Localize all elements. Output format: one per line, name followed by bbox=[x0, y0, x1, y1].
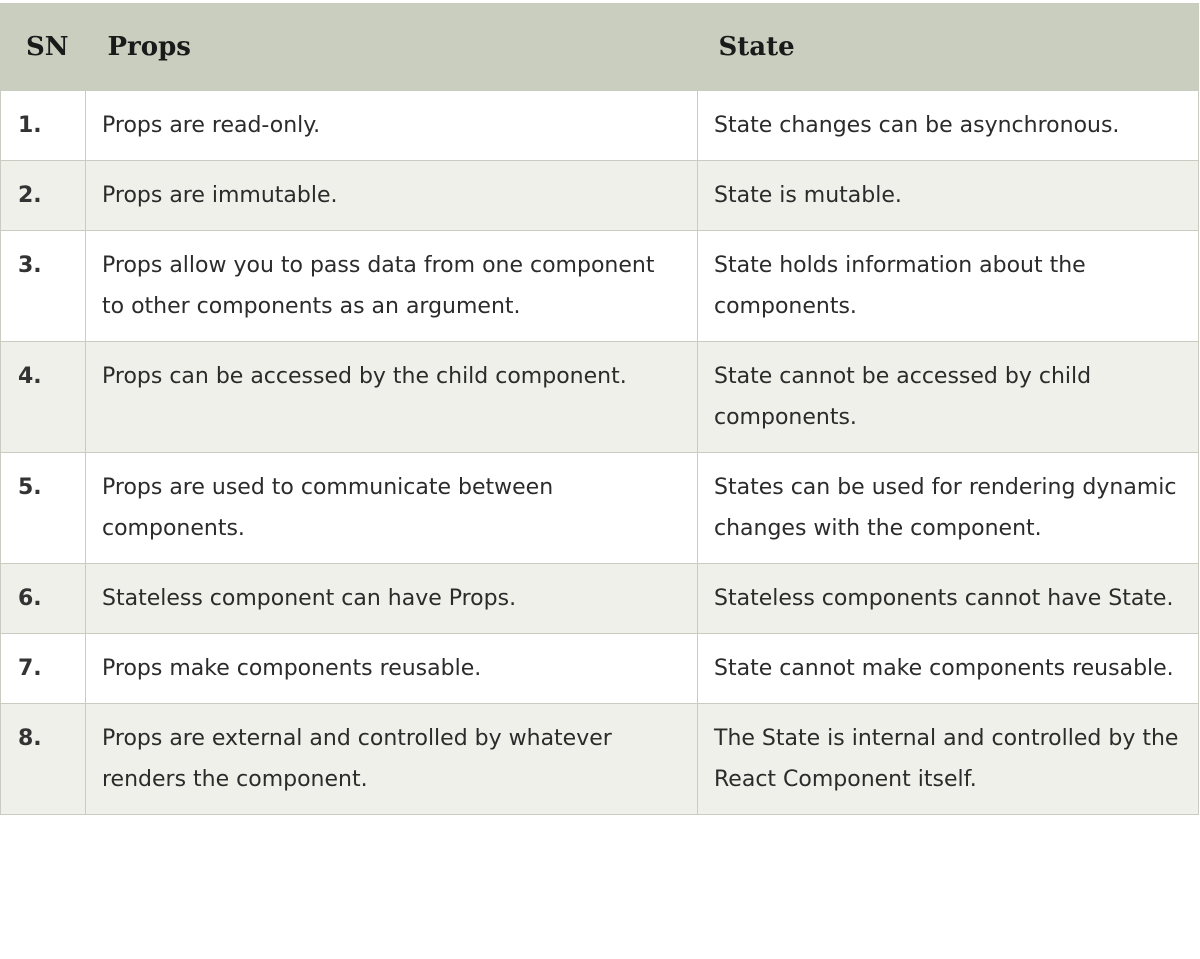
state-cell: State is mutable. bbox=[698, 161, 1199, 231]
props-cell: Stateless component can have Props. bbox=[86, 564, 698, 634]
state-cell: State cannot make components reusable. bbox=[698, 634, 1199, 704]
props-cell: Props are immutable. bbox=[86, 161, 698, 231]
table-row bbox=[1, 634, 1199, 704]
row-number: 6. bbox=[1, 564, 86, 634]
row-number: 7. bbox=[1, 634, 86, 704]
table-row bbox=[1, 342, 1199, 453]
props-cell: Props are external and controlled by whatever renders the component. bbox=[86, 704, 698, 815]
row-number: 4. bbox=[1, 342, 86, 453]
state-cell: The State is internal and controlled by the React Component itself. bbox=[698, 704, 1199, 815]
props-vs-state-table bbox=[0, 3, 1199, 815]
row-number: 5. bbox=[1, 453, 86, 564]
table-row bbox=[1, 453, 1199, 564]
state-cell: State cannot be accessed by child components. bbox=[698, 342, 1199, 453]
table-row bbox=[1, 161, 1199, 231]
props-cell: Props allow you to pass data from one component to other components as an argument. bbox=[86, 231, 698, 342]
state-cell: States can be used for rendering dynamic changes with the component. bbox=[698, 453, 1199, 564]
props-cell: Props are read-only. bbox=[86, 91, 698, 161]
table-row bbox=[1, 231, 1199, 342]
row-number: 3. bbox=[1, 231, 86, 342]
row-number: 2. bbox=[1, 161, 86, 231]
state-cell: State holds information about the components. bbox=[698, 231, 1199, 342]
table-row bbox=[1, 704, 1199, 815]
comparison-table-container bbox=[0, 3, 1198, 815]
table-header-row bbox=[1, 4, 1199, 91]
state-cell: Stateless components cannot have State. bbox=[698, 564, 1199, 634]
props-cell: Props make components reusable. bbox=[86, 634, 698, 704]
state-cell: State changes can be asynchronous. bbox=[698, 91, 1199, 161]
header-props: Props bbox=[107, 32, 191, 62]
header-state: State bbox=[718, 32, 795, 62]
row-number: 1. bbox=[1, 91, 86, 161]
props-cell: Props can be accessed by the child component. bbox=[86, 342, 698, 453]
props-cell: Props are used to communicate between components. bbox=[86, 453, 698, 564]
header-sn: SN bbox=[26, 32, 69, 62]
table-row bbox=[1, 564, 1199, 634]
row-number: 8. bbox=[1, 704, 86, 815]
table-row bbox=[1, 91, 1199, 161]
